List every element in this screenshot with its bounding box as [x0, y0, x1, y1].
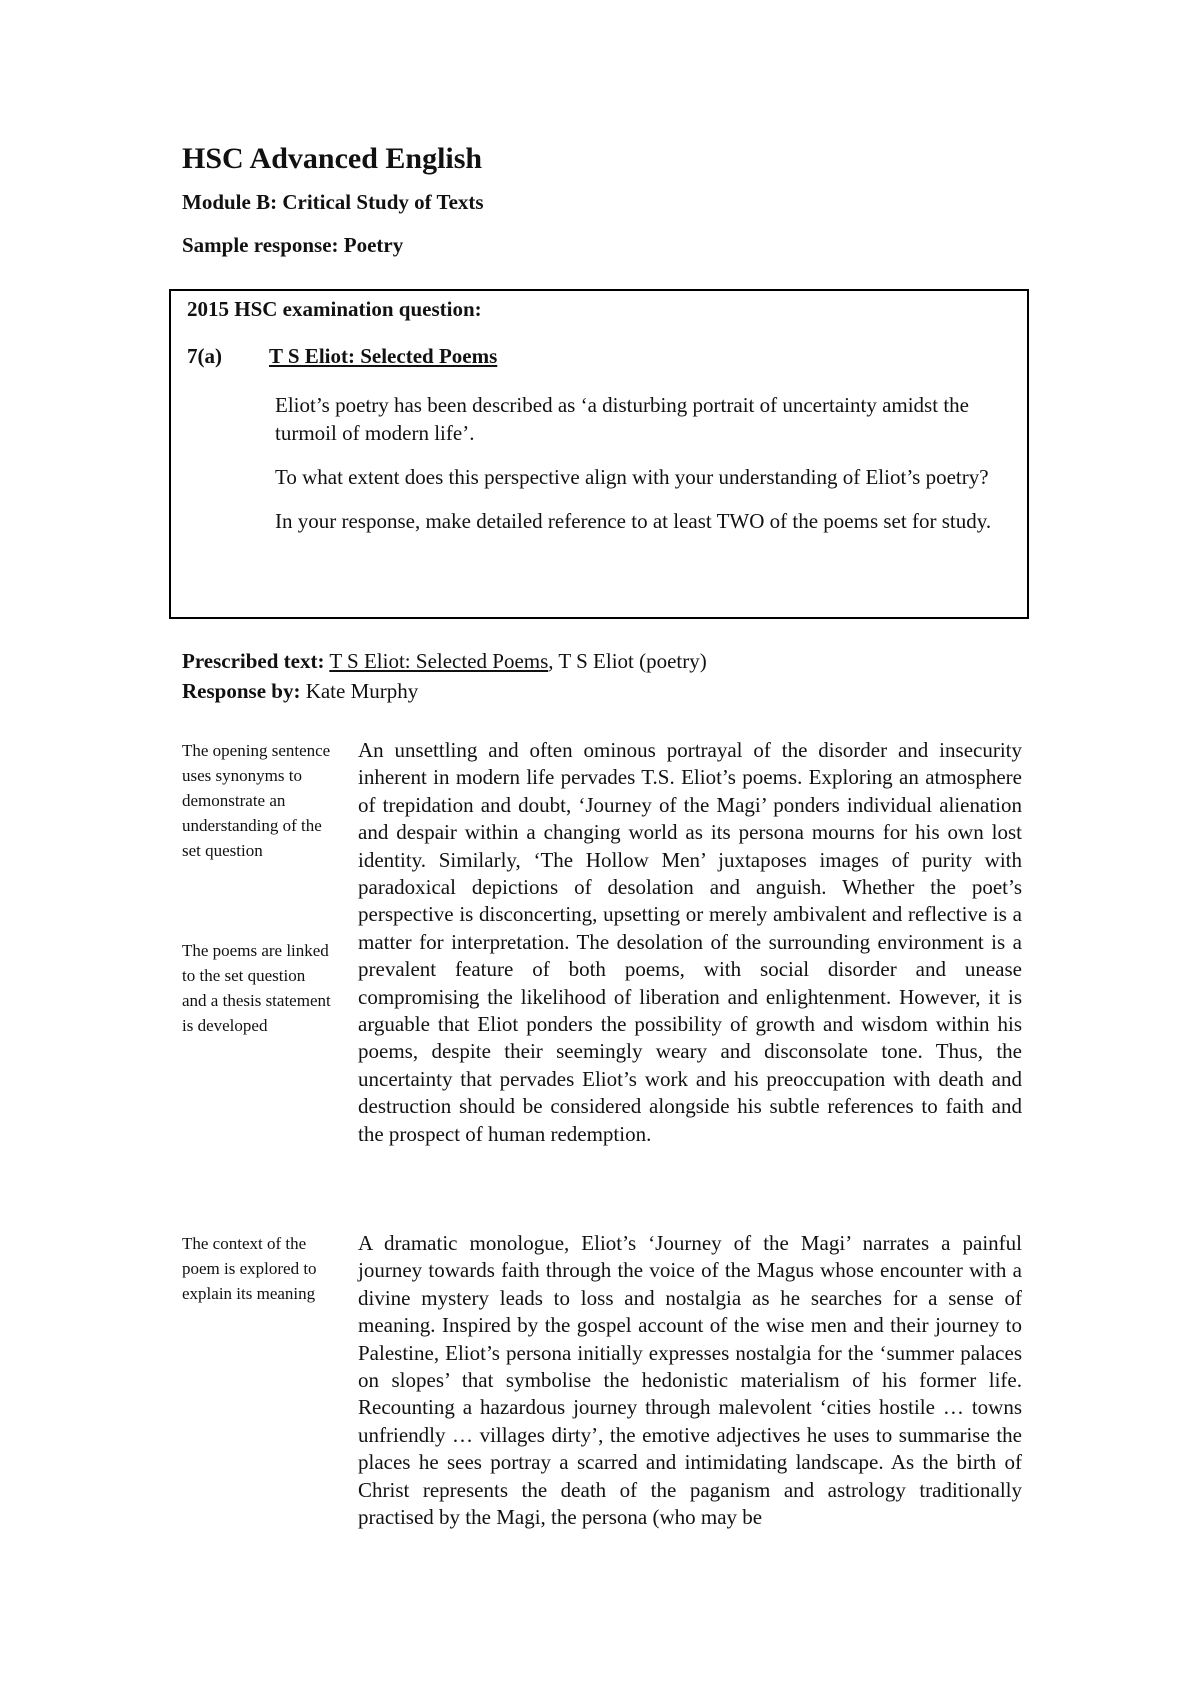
prescribed-rest: , T S Eliot (poetry) — [548, 649, 707, 673]
question-instruction: In your response, make detailed reference to at least TWO of the poems set for study. — [275, 509, 992, 533]
document-title: HSC Advanced English — [182, 142, 483, 175]
response-paragraph-2: A dramatic monologue, Eliot’s ‘Journey of the Magi’ narrates a painful journey towards faith through the voice of the Magus whose encounter with a divine mystery leads to loss and nostalgia as he searches for a sense of meaning. Inspired by the gospel account of the wise men and their journey to Palestine, Eliot’s persona initially expresses nostalgia for the ‘summer palaces on slopes’ that symbolise the hedonistic materialism of his former life. Recounting a hazardous journey through malevolent ‘cities hostile … towns unfriendly … villages dirty’, the emotive adjectives he uses to summarise the places he sees portray a scarred and intimidating landscape. As the birth of Christ represents the death of the paganism and astrology traditionally practised by the Magi, the persona (who may be — [358, 1231, 1022, 1530]
question-number: 7(a) — [187, 344, 222, 368]
sample-heading: Sample response: Poetry — [182, 233, 404, 257]
question-quote: Eliot’s poetry has been described as ‘a disturbing portrait of uncertainty amidst the turmoil of modern life’. — [275, 393, 969, 445]
margin-note-2: The poems are linked to the set question and a thesis statement is developed — [182, 941, 331, 1035]
document-header — [182, 142, 1042, 268]
question-heading: 2015 HSC examination question: — [187, 297, 482, 321]
question-row — [185, 344, 1013, 369]
author-name: Kate Murphy — [305, 679, 419, 703]
question-title: T S Eliot: Selected Poems — [269, 344, 498, 368]
prescribed-text-line — [182, 646, 1042, 676]
prescribed-title: T S Eliot: Selected Poems — [329, 649, 549, 673]
margin-note-1: The opening sentence uses synonyms to demonstrate an understanding of the set question — [182, 741, 331, 860]
response-meta — [182, 646, 1042, 706]
module-heading: Module B: Critical Study of Texts — [182, 190, 484, 214]
response-label: Response by: — [182, 679, 301, 703]
exam-question-box — [169, 289, 1029, 619]
prescribed-label: Prescribed text: — [182, 649, 325, 673]
question-prompt: To what extent does this perspective align with your understanding of Eliot’s poetry? — [275, 465, 989, 489]
margin-note-3: The context of the poem is explored to explain its meaning — [182, 1234, 317, 1303]
response-by-line — [182, 676, 1042, 706]
response-paragraph-1: An unsettling and often ominous portrayal of the disorder and insecurity inherent in modern life pervades T.S. Eliot’s poems. Exploring an atmosphere of trepidation and doubt, ‘Journey of the Magi’ ponders individual alienation and despair within a changing world as its persona mourns for his own lost identity. Similarly, ‘The Hollow Men’ juxtaposes images of purity with paradoxical depictions of desolation and anguish. Whether the poet’s perspective is disconcerting, upsetting or merely ambivalent and reflective is a matter for interpretation. The desolation of the surrounding environment is a prevalent feature of both poems, with social disorder and unease compromising the likelihood of liberation and enlightenment. However, it is arguable that Eliot ponders the possibility of growth and wisdom within his poems, despite their seemingly weary and disconsolate tone. Thus, the uncertainty that pervades Eliot’s work and his preoccupation with death and destruction should be considered alongside his subtle references to faith and the prospect of human redemption. — [358, 738, 1022, 1146]
